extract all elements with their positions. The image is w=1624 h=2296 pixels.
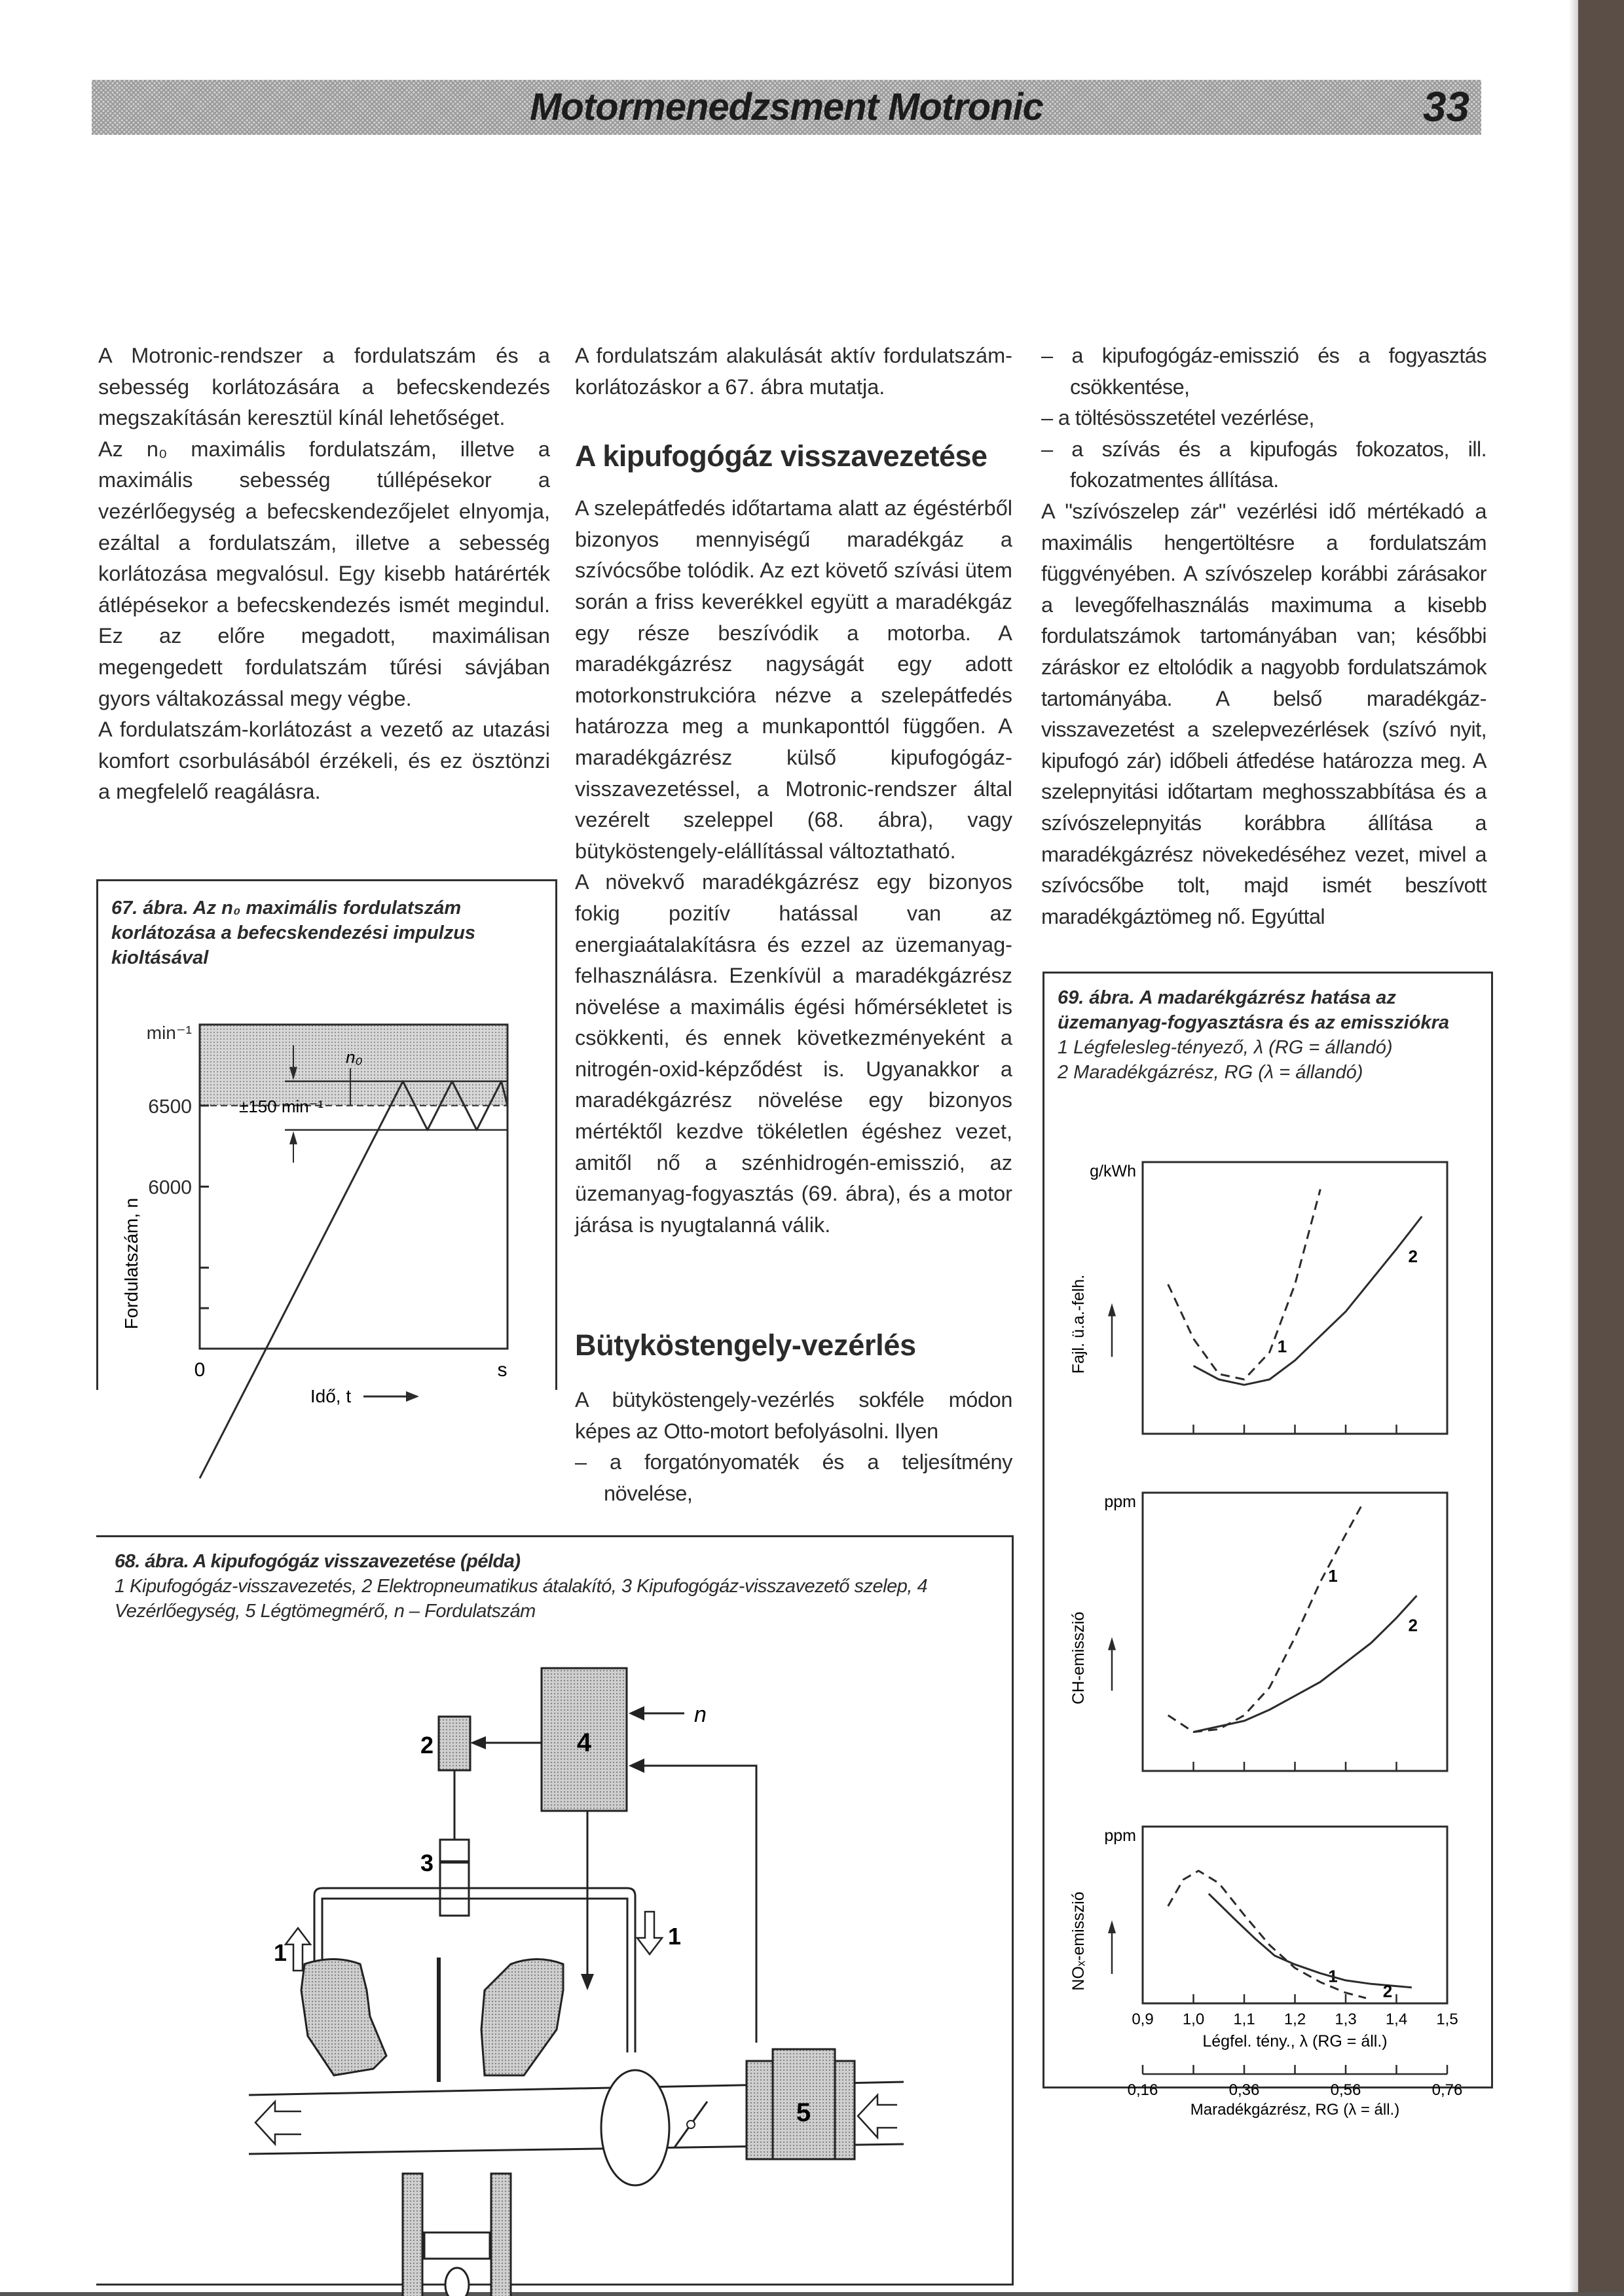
piston [424,2232,490,2259]
figure-caption-title: 68. ábra. A kipufogógáz visszavezetése (példa) [115,1551,521,1572]
tolerance-up-arrow-icon [289,1131,297,1144]
rpm-limit-chart [98,982,551,1406]
list-item: – a kipufogógáz-emisszió és a fogyasztás csökkentése, [1041,344,1486,399]
tolerance-label: ±150 min⁻¹ [239,1096,324,1116]
y-tick-label: 6000 [148,1176,192,1199]
arrow-icon [581,1974,594,1990]
paragraph: A bütyköstengely-vezérlés sokféle módon képes az Otto-motort befolyásolni. Ilyen [575,1388,1012,1443]
y-unit: ppm [1104,1827,1136,1845]
x-axis-arrow-icon [406,1391,419,1402]
plot-frame [1143,1493,1447,1771]
exhaust-out-arrow-icon [255,2102,301,2144]
paragraph: A növekvő maradékgázrész egy bizonyos fokig pozitív hatással van az energiaátalakításra és ezzel az üzemanyag-felhasználásra. Ezenkívül a maradékgázrész növelése a maximális égési hőmérsékletet is csökkenti, és ennek következményeként a nitrogén-oxid-képződést is. Ugyanakkor a maradékgázrész növelése egy bizonyos mértéktől kezdve tökéletlen égéshez vezet, amitől nő a szénhidrogén-emisszió, az üzemanyag-fogyasztás (69. ábra), és a motor járása is nyugtalanná válik. [575,870,1012,1237]
label-4: 4 [576,1728,592,1757]
y-unit: g/kWh [1090,1162,1136,1180]
y-axis-arrow-icon [1108,1303,1116,1317]
y-axis-arrow-icon [1108,1637,1116,1650]
x-tick-label: 1,3 [1335,2011,1357,2028]
y-axis-label: NOₓ-emisszió [1069,1891,1088,1991]
label-2: 2 [420,1732,434,1758]
paragraph: A fordulatszám-korlátozást a vezető az utazási komfort csorbulásából érzékeli, és ez ösztönzi a megfelelő reagálásra. [98,718,550,804]
section-heading: A kipufogógáz visszavezetése [575,439,987,473]
egr-diagram [249,1624,956,2213]
column-1 [98,340,550,808]
series-2-line [1194,1216,1422,1385]
label-5: 5 [796,2098,811,2127]
camshaft-left [301,1959,386,2076]
intake-plenum [601,2070,669,2185]
paragraph: A fordulatszám alakulását aktív fordulatszám-korlátozáskor a 67. ábra mutatja. [575,344,1012,399]
list-item: – a szívás és a kipufogás fokozatos, ill. fokozatmentes állítása. [1041,437,1486,492]
x-tick-label: 1,4 [1385,2011,1408,2028]
running-header [92,80,1481,135]
x-axis-label: Idő, t [310,1386,352,1406]
series-label: 2 [1408,1615,1418,1635]
series-label: 2 [1408,1246,1418,1266]
secondary-tick-label: 0,16 [1127,2081,1158,2099]
secondary-tick-label: 0,76 [1431,2081,1463,2099]
figure-caption-legend: 1 Kipufogógáz-visszavezetés, 2 Elektropneumatikus átalakító, 3 Kipufogógáz-visszavezető szelep, 4 Vezérlőegység, 5 Légtömegmérő, n – Fordulatszám [115,1576,928,1622]
plot-frame [1143,1162,1447,1434]
y-unit: ppm [1104,1493,1136,1511]
list-item: – a forgatónyomaték és a teljesítmény növelése, [575,1450,1012,1505]
series-label: 1 [1328,1566,1338,1586]
n0-label: n₀ [346,1047,363,1067]
rpm-curve [200,1082,507,1478]
figure-caption: 67. ábra. Az n₀ maximális fordulatszám korlátozása a befecskendezési impulzus kioltásával [111,898,476,968]
y-axis-label: Fajl. ü.a.-felh. [1069,1274,1088,1374]
x-tick-label: 1,2 [1283,2011,1306,2028]
camshaft-right [481,1959,563,2076]
arrow-icon [470,1736,486,1749]
arrow-icon [629,1706,644,1721]
label-3: 3 [420,1850,434,1876]
arrow-icon [629,1758,644,1773]
y-axis-label: CH-emisszió [1069,1611,1088,1705]
section-heading: Bütyköstengely-vezérlés [575,1328,916,1362]
page-number: 33 [1422,83,1469,130]
series-label: 1 [1328,1966,1338,1986]
y-tick-label: 6500 [148,1095,192,1118]
figure-legend-2: 2 Maradékgázrész, RG (λ = állandó) [1058,1062,1363,1083]
header-title: Motormenedzsment Motronic [530,86,1043,128]
figure-caption-title: 69. ábra. A madarékgázrész hatása az üzemanyag-fogyasztásra és az emissziókra [1058,987,1449,1033]
label-n: n [694,1702,707,1727]
air-in-arrow-icon [858,2095,897,2138]
plot-frame [1143,1827,1447,2003]
flow-down-arrow-icon [637,1912,662,1954]
series-label: 1 [1277,1336,1287,1357]
paragraph: A szelepátfedés időtartama alatt az égéstérből bizonyos mennyiségű maradékgáz a szívócsőbe tolódik. Az ezt követő szívási ütem során a friss keverékkel együtt a maradékgáz egy része beszívódik a motorba. A maradékgázrész nagyságát egy adott motorkonstrukcióra nézve a szelepátfedés határozza meg a munkaponttól függően. A maradékgázrész külső kipufogógáz-visszavezetéssel, a Motronic-rendszer által vezérelt szeleppel (68. ábra), vagy bütyköstengely-elállítással változtatható. [575,496,1012,863]
x-tick-label: 1,1 [1233,2011,1255,2028]
secondary-tick-label: 0,36 [1228,2081,1260,2099]
x-axis-label: Légfel. tény., λ (RG = áll.) [1202,2032,1388,2050]
residual-gas-charts [1044,1139,1487,2119]
label-1: 1 [668,1923,682,1950]
x-unit: s [497,1359,507,1381]
secondary-tick-label: 0,56 [1330,2081,1361,2099]
secondary-axis-label: Maradékgázrész, RG (λ = áll.) [1190,2101,1400,2119]
y-axis-arrow-icon [1108,1920,1116,1933]
label-1: 1 [274,1939,287,1966]
column-3 [1041,340,1486,932]
y-unit: min⁻¹ [146,1023,192,1043]
figure-legend-1: 1 Légfelesleg-tényező, λ (RG = állandó) [1058,1037,1393,1058]
series-1-line [1168,1190,1321,1380]
egr-valve [440,1840,469,1916]
paragraph: A "szívószelep zár" vezérlési idő mértékadó a maximális hengertöltésre a fordulatszám függvényében. A szívószelep korábbi zárásakor a levegőfelhasználás maximuma a kisebb fordulatszámok tartományában van; későbbi záráskor ez eltolódik a nagyobb fordulatszámok tartományába. A belső maradékgáz-visszavezetést a szelepvezérlések (szívó nyit, kipufogó zár) időbeli átfedése határozza meg. A szelepnyitási időtartam meghosszabbítása és a szívószelepnyitás korábbra állítása a maradékgázrész növekedéséhez vezet, mivel a szívócsőbe tolt, majd ismét beszívott maradékgáztömeg nő. Egyúttal [1041,499,1486,928]
series-1-line [1168,1506,1361,1732]
page-bottom-edge [0,2292,1624,2296]
paragraph: A Motronic-rendszer a fordulatszám és a sebesség korlátozására a befecskendezés megszakításán keresztül kínál lehetőséget. [98,344,550,430]
series-2-line [1209,1894,1412,1988]
paragraph: Az n₀ maximális fordulatszám, illetve a maximális sebesség túllépésekor a vezérlőegység a befecskendezőjelet elnyomja, ezáltal a fordulatszám, illetve a sebesség korlátozása megvalósul. Egy kisebb határérték átlépésekor a befecskendezés ismét megindul. Ez az előre megadott, maximálisan megengedett fordulatszám tűrési sávjában gyors váltakozással megy végbe. [98,437,550,710]
book-spine [1578,0,1624,2296]
y-axis-label: Fordulatszám, n [121,1197,141,1330]
x-tick-label: 1,0 [1182,2011,1205,2028]
x-tick-label: 0,9 [1132,2011,1154,2028]
list-item: – a töltésösszetétel vezérlése, [1041,406,1314,430]
x-tick-label: 0 [194,1359,206,1381]
page-edge [1569,0,1578,2296]
column-2 [575,340,1012,1241]
series-label: 2 [1382,1981,1393,2001]
converter-box [439,1717,470,1770]
x-tick-label: 1,5 [1436,2011,1458,2028]
column-2-lower [575,1286,1012,1509]
